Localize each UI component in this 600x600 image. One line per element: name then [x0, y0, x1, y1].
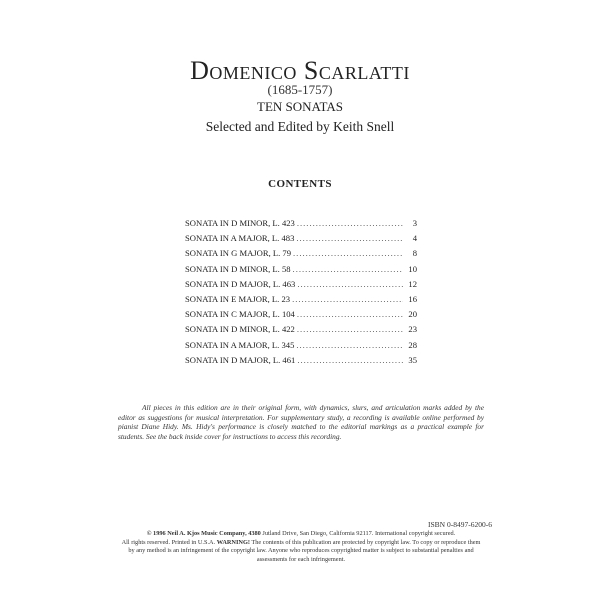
- toc-leader-dots: [292, 294, 403, 304]
- copyright-notice: [118, 530, 484, 564]
- toc-entry-title: SONATA IN D MAJOR, L. 461: [185, 354, 296, 365]
- toc-entry-title: SONATA IN A MAJOR, L. 345: [185, 339, 295, 350]
- toc-entry: [185, 340, 417, 355]
- toc-entry: [185, 264, 417, 279]
- toc-leader-dots: [293, 248, 403, 258]
- toc-leader-dots: [297, 279, 403, 289]
- toc-entry-title: SONATA IN A MAJOR, L. 483: [185, 233, 295, 244]
- toc-entry: [185, 279, 417, 294]
- toc-leader-dots: [297, 309, 403, 319]
- toc-leader-dots: [293, 264, 403, 274]
- contents-heading: CONTENTS: [268, 178, 332, 190]
- table-of-contents: [185, 218, 417, 370]
- composer-dates: (1685-1757): [267, 82, 333, 97]
- toc-entry: [185, 355, 417, 370]
- toc-entry-page: 16: [408, 293, 417, 304]
- toc-entry: [185, 324, 417, 339]
- toc-entry-page: 23: [408, 324, 417, 335]
- toc-entry-page: 3: [412, 218, 417, 228]
- copyright-warning: WARNING!: [216, 538, 250, 546]
- editor-line: Selected and Edited by Keith Snell: [205, 119, 395, 134]
- toc-entry-title: SONATA IN D MINOR, L. 422: [185, 324, 295, 335]
- toc-leader-dots: [297, 218, 403, 228]
- toc-entry: [185, 233, 417, 248]
- toc-entry-page: 35: [408, 354, 417, 365]
- toc-entry: [185, 218, 417, 233]
- toc-entry-page: 8: [412, 248, 417, 259]
- toc-leader-dots: [296, 233, 403, 243]
- copyright-lead: © 1996 Neil A. Kjos Music Company, 4380: [146, 530, 261, 537]
- collection-title: TEN SONATAS: [257, 99, 343, 114]
- toc-entry: [185, 248, 417, 263]
- copyright-line2-lead: All rights reserved. Printed in U.S.A.: [121, 538, 217, 546]
- toc-leader-dots: [296, 340, 403, 350]
- edition-note: All pieces in this edition are in their original form, with dynamics, slurs, and articulation marks added by the editor as suggestions for musical interpretation. For supplementary study, a recording is available online performed by pianist Diane Hidy. Ms. Hidy's performance is closely matched to the editorial markings as a practical example for students. See the back inside cover for instructions to access this recording.: [118, 403, 484, 441]
- toc-leader-dots: [297, 324, 403, 334]
- toc-entry-title: SONATA IN E MAJOR, L. 23: [185, 293, 291, 304]
- toc-entry-title: SONATA IN G MAJOR, L. 79: [185, 248, 292, 259]
- toc-entry-title: SONATA IN D MINOR, L. 58: [185, 263, 291, 274]
- composer-name: Domenico Scarlatti: [190, 56, 410, 85]
- toc-entry-title: SONATA IN D MAJOR, L. 463: [185, 278, 296, 289]
- toc-entry-page: 10: [408, 263, 417, 274]
- toc-entry-page: 12: [408, 278, 417, 289]
- toc-entry: [185, 294, 417, 309]
- toc-entry-page: 4: [412, 233, 417, 244]
- toc-entry: [185, 309, 417, 324]
- toc-leader-dots: [297, 355, 403, 365]
- toc-entry-page: 20: [408, 309, 417, 320]
- copyright-line2-rest: The contents of this publication are protected by copyright law. To copy or reproduce them by any method is an infringement of the copyright law. Anyone who reproduces copyrighted matter is subject to substantial penalties and assessments for each infringement.: [128, 538, 481, 563]
- toc-entry-title: SONATA IN C MAJOR, L. 104: [185, 309, 295, 320]
- toc-entry-title: SONATA IN D MINOR, L. 423: [185, 218, 295, 228]
- isbn-text: ISBN 0-8497-6200-6: [428, 520, 492, 529]
- toc-entry-page: 28: [408, 339, 417, 350]
- copyright-line1: Jutland Drive, San Diego, California 92117. International copyright secured.: [260, 530, 456, 537]
